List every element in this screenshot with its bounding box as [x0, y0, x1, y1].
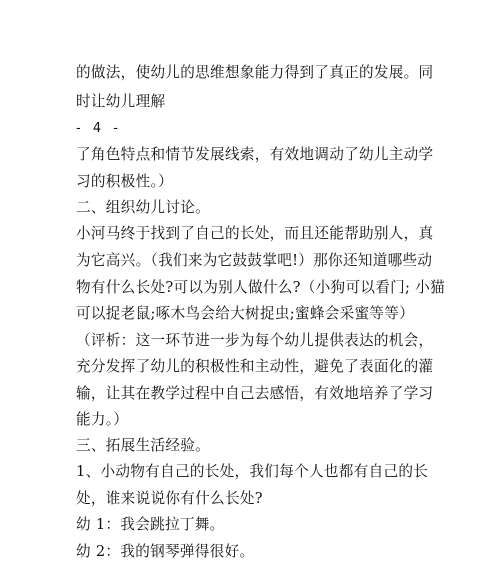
- text-line: 可以捉老鼠;啄木鸟会给大树捉虫;蜜蜂会采蜜等等）: [76, 305, 415, 322]
- text-line: 的做法，使幼儿的思维想象能力得到了真正的发展。同: [76, 64, 434, 81]
- text-line: 小河马终于找到了自己的长处，而且还能帮助别人，真: [76, 225, 434, 242]
- text-line: 了角色特点和情节发展线索，有效地调动了幼儿主动学: [76, 146, 434, 163]
- text-line: 处，谁来说说你有什么长处?: [76, 490, 263, 507]
- text-line: 幼 2：我的钢琴弹得很好。: [76, 543, 255, 560]
- text-line: 习的积极性。）: [76, 173, 173, 190]
- section-heading: 二、组织幼儿讨论。: [76, 199, 211, 216]
- text-line: 为它高兴。（我们来为它鼓鼓掌吧!）那你还知道哪些动: [76, 252, 433, 269]
- text-line: 输，让其在教学过程中自己去感悟，有效地培养了学习: [76, 385, 434, 402]
- page-number: - 4 -: [76, 121, 122, 136]
- text-line: 物有什么长处?可以为别人做什么?（小狗可以看门; 小猫: [76, 279, 445, 296]
- text-line: （评析：这一环节进一步为每个幼儿提供表达的机会，: [76, 332, 434, 349]
- text-line: 时让幼儿理解: [76, 93, 166, 110]
- text-line: 能力。）: [76, 411, 129, 428]
- text-line: 幼 1：我会跳拉丁舞。: [76, 516, 225, 533]
- text-line: 1、小动物有自己的长处，我们每个人也都有自己的长: [76, 463, 429, 480]
- text-line: 充分发挥了幼儿的积极性和主动性，避免了表面化的灌: [76, 358, 434, 375]
- section-heading: 三、拓展生活经验。: [76, 437, 211, 454]
